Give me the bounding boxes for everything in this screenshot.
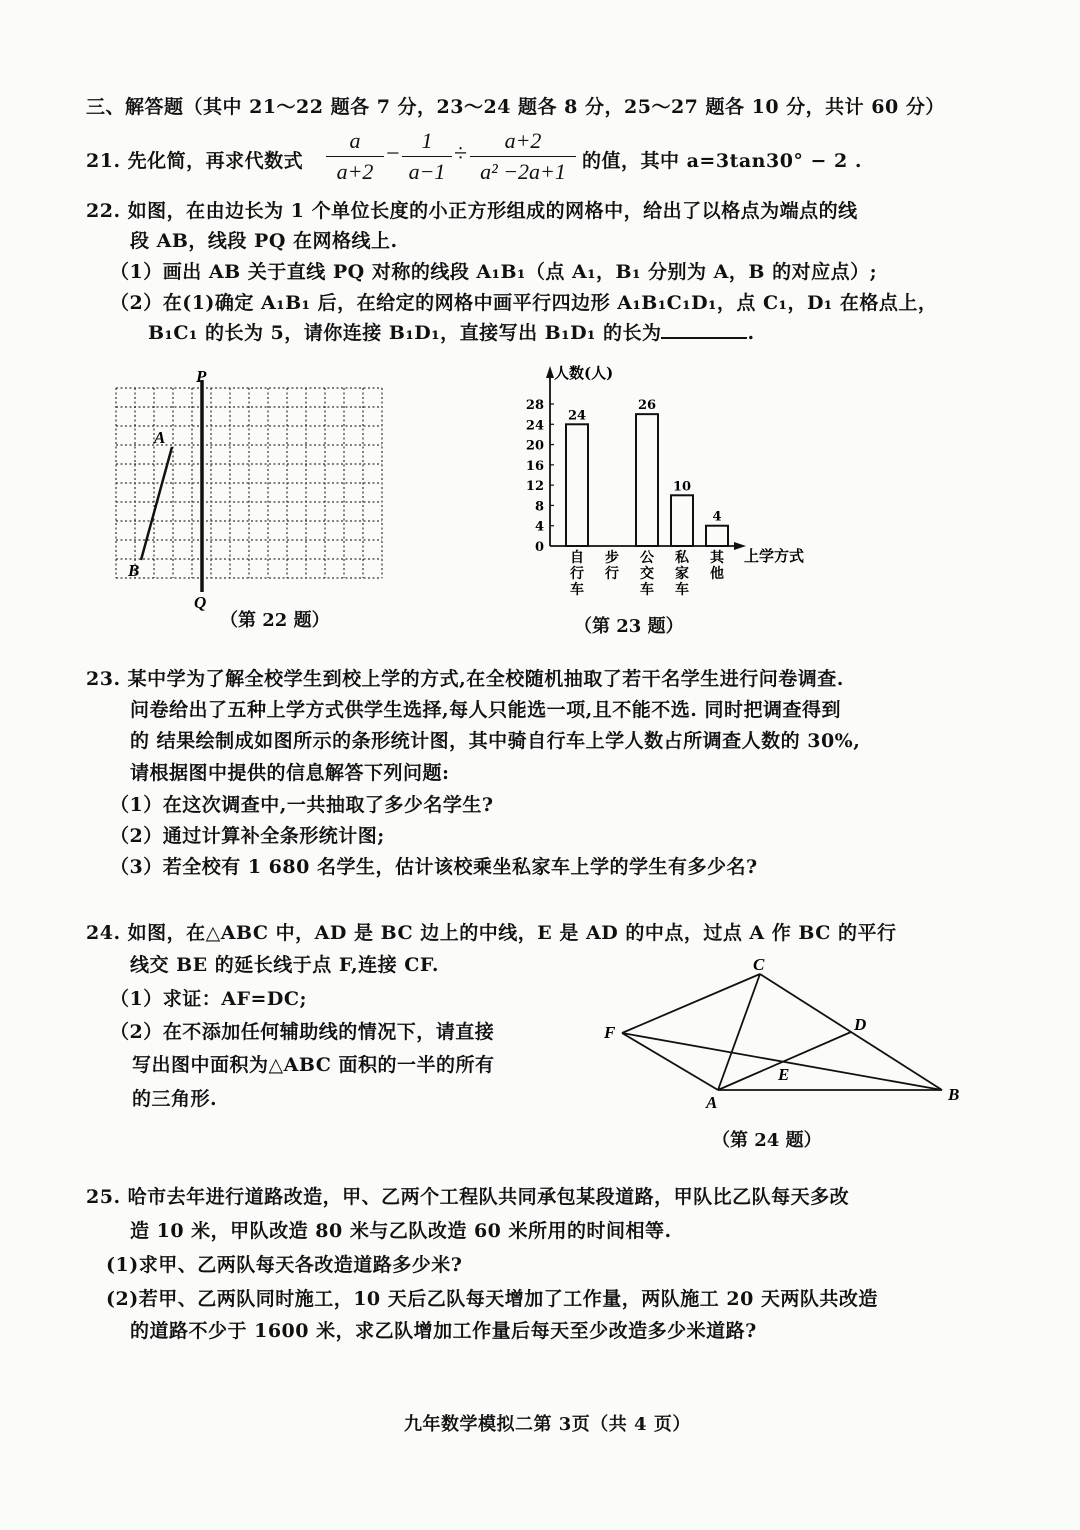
section-heading: 三、解答题（其中 21～22 题各 7 分，23～24 题各 8 分，25～27 题各 10 分，共计 60 分） xyxy=(86,96,945,118)
segment-fc xyxy=(622,974,760,1033)
label-a: A xyxy=(154,428,166,447)
q21-fraction-1 xyxy=(326,128,384,185)
y-tick-label: 24 xyxy=(525,418,544,434)
q22-part-2b-text: B₁C₁ 的长为 5，请你连接 B₁D₁，直接写出 B₁D₁ 的长为 xyxy=(148,322,662,344)
category-label-char: 行 xyxy=(605,566,619,582)
y-tick-label: 8 xyxy=(534,499,544,515)
y-axis-arrow xyxy=(546,366,554,378)
q24-part-1: （1）求证：AF=DC; xyxy=(110,988,307,1010)
label-d: D xyxy=(854,1015,867,1034)
chart-xlabel: 上学方式 xyxy=(744,547,805,565)
category-label-char: 行 xyxy=(570,566,584,582)
category-label-char: 家 xyxy=(675,566,689,582)
category-label-char: 车 xyxy=(675,582,689,598)
y-tick-label: 0 xyxy=(534,540,544,555)
q25-part-2b: 的道路不少于 1600 米，求乙队增加工作量后每天至少改造多少米道路? xyxy=(130,1320,757,1342)
figure-23-caption: （第 23 题） xyxy=(574,616,684,637)
q21-prefix: 21. 先化简，再求代数式 xyxy=(86,150,304,172)
category-label-char: 车 xyxy=(570,582,584,598)
page-footer: 九年数学模拟二第 3页（共 4 页） xyxy=(404,1414,691,1435)
q25-line-1: 25. 哈市去年进行道路改造，甲、乙两个工程队共同承包某段道路，甲队比乙队每天多改 xyxy=(86,1186,850,1208)
label-e: E xyxy=(778,1065,790,1084)
q24-line-2: 线交 BE 的延长线于点 F,连接 CF. xyxy=(130,954,440,976)
q24-part-2b: 写出图中面积为△ABC 面积的一半的所有 xyxy=(132,1054,495,1076)
q21-suffix: 的值，其中 a=3tan30° − 2 . xyxy=(582,150,863,172)
q23-part-3: （3）若全校有 1 680 名学生，估计该校乘坐私家车上学的学生有多少名? xyxy=(110,856,758,878)
y-tick-label: 20 xyxy=(525,438,544,454)
bar-1 xyxy=(566,424,588,546)
q21-minus: − xyxy=(386,141,400,167)
q21-f3-numerator: a+2 xyxy=(504,128,542,153)
category-label-char: 公 xyxy=(640,550,654,566)
q22-part-2b-period: . xyxy=(747,322,755,344)
q23-line-4: 请根据图中提供的信息解答下列问题: xyxy=(130,762,450,784)
q25-line-2: 造 10 米，甲队改造 80 米与乙队改造 60 米所用的时间相等. xyxy=(130,1220,672,1242)
q23-part-2: （2）通过计算补全条形统计图; xyxy=(110,825,385,847)
q23-part-1: （1）在这次调查中,一共抽取了多少名学生? xyxy=(110,794,494,816)
category-label-char: 自 xyxy=(570,550,584,566)
bar-data-label: 10 xyxy=(672,479,692,495)
label-b: B xyxy=(948,1085,960,1104)
q21-fraction-2 xyxy=(402,128,452,185)
q21-f2-denominator: a−1 xyxy=(408,159,446,184)
q21-f1-denominator: a+2 xyxy=(336,159,374,184)
category-label-char: 车 xyxy=(640,582,654,598)
bar-5 xyxy=(706,526,728,546)
category-label-char: 他 xyxy=(710,566,724,582)
bar-data-label: 26 xyxy=(637,398,657,414)
figure-24-caption: （第 24 题） xyxy=(712,1130,822,1151)
category-label-char: 交 xyxy=(640,566,654,582)
label-f: F xyxy=(604,1023,616,1042)
q22-part-1: （1）画出 AB 关于直线 PQ 对称的线段 A₁B₁（点 A₁，B₁ 分别为 A，B 的对应点）; xyxy=(110,261,878,283)
bar-data-label: 24 xyxy=(567,408,587,424)
figure-24-triangle xyxy=(596,952,976,1112)
grid-lines xyxy=(116,388,382,578)
category-label-char: 其 xyxy=(710,550,724,566)
q22-part-2b xyxy=(148,318,755,345)
q25-part-1: (1)求甲、乙两队每天各改造道路多少米? xyxy=(106,1254,463,1276)
category-label-char: 私 xyxy=(675,550,689,566)
q22-line-2: 段 AB，线段 PQ 在网格线上. xyxy=(130,230,398,252)
bar-4 xyxy=(671,495,693,546)
figure-23-bar-chart xyxy=(520,360,840,600)
q21-f1-numerator: a xyxy=(349,128,361,153)
q23-line-3: 的 结果绘制成如图所示的条形统计图，其中骑自行车上学人数占所调查人数的 30%, xyxy=(130,730,861,752)
q24-part-2a: （2）在不添加任何辅助线的情况下，请直接 xyxy=(110,1021,495,1043)
category-label-char: 步 xyxy=(605,550,619,566)
q23-line-2: 问卷给出了五种上学方式供学生选择,每人只能选一项,且不能不选. 同时把调查得到 xyxy=(130,699,841,721)
q21-f3-denominator: a² −2a+1 xyxy=(480,159,566,184)
q21-f2-numerator: 1 xyxy=(421,128,433,153)
y-tick-label: 28 xyxy=(525,398,544,413)
q22-part-2a: （2）在(1)确定 A₁B₁ 后，在给定的网格中画平行四边形 A₁B₁C₁D₁，点 C₁，D₁ 在格点上， xyxy=(110,292,938,314)
label-p: P xyxy=(196,367,207,386)
bar-3 xyxy=(636,414,658,546)
q21-fraction-3 xyxy=(470,128,576,185)
y-tick-label: 12 xyxy=(525,479,544,495)
figure-22-grid xyxy=(100,360,420,620)
bar-data-label: 4 xyxy=(712,509,722,525)
figure-22-caption: （第 22 题） xyxy=(220,610,330,631)
q25-part-2a: (2)若甲、乙两队同时施工，10 天后乙队每天增加了工作量，两队施工 20 天两队共改造 xyxy=(106,1288,878,1310)
q21-divide: ÷ xyxy=(454,141,468,167)
segment-ac xyxy=(718,974,760,1090)
label-c: C xyxy=(753,955,765,974)
y-tick-label: 16 xyxy=(525,458,544,474)
answer-blank[interactable] xyxy=(661,319,747,339)
y-tick-label: 4 xyxy=(534,519,544,535)
label-q: Q xyxy=(194,593,207,612)
chart-ylabel: 人数(人) xyxy=(554,364,614,382)
q24-part-2c: 的三角形. xyxy=(132,1088,218,1110)
q23-line-1: 23. 某中学为了解全校学生到校上学的方式,在全校随机抽取了若干名学生进行问卷调查. xyxy=(86,668,844,690)
label-b: B xyxy=(128,561,140,580)
label-a: A xyxy=(706,1093,718,1112)
q22-line-1: 22. 如图，在由边长为 1 个单位长度的小正方形组成的网格中，给出了以格点为端点的线 xyxy=(86,200,858,222)
q24-line-1: 24. 如图，在△ABC 中，AD 是 BC 边上的中线，E 是 AD 的中点，过点 A 作 BC 的平行 xyxy=(86,922,897,944)
